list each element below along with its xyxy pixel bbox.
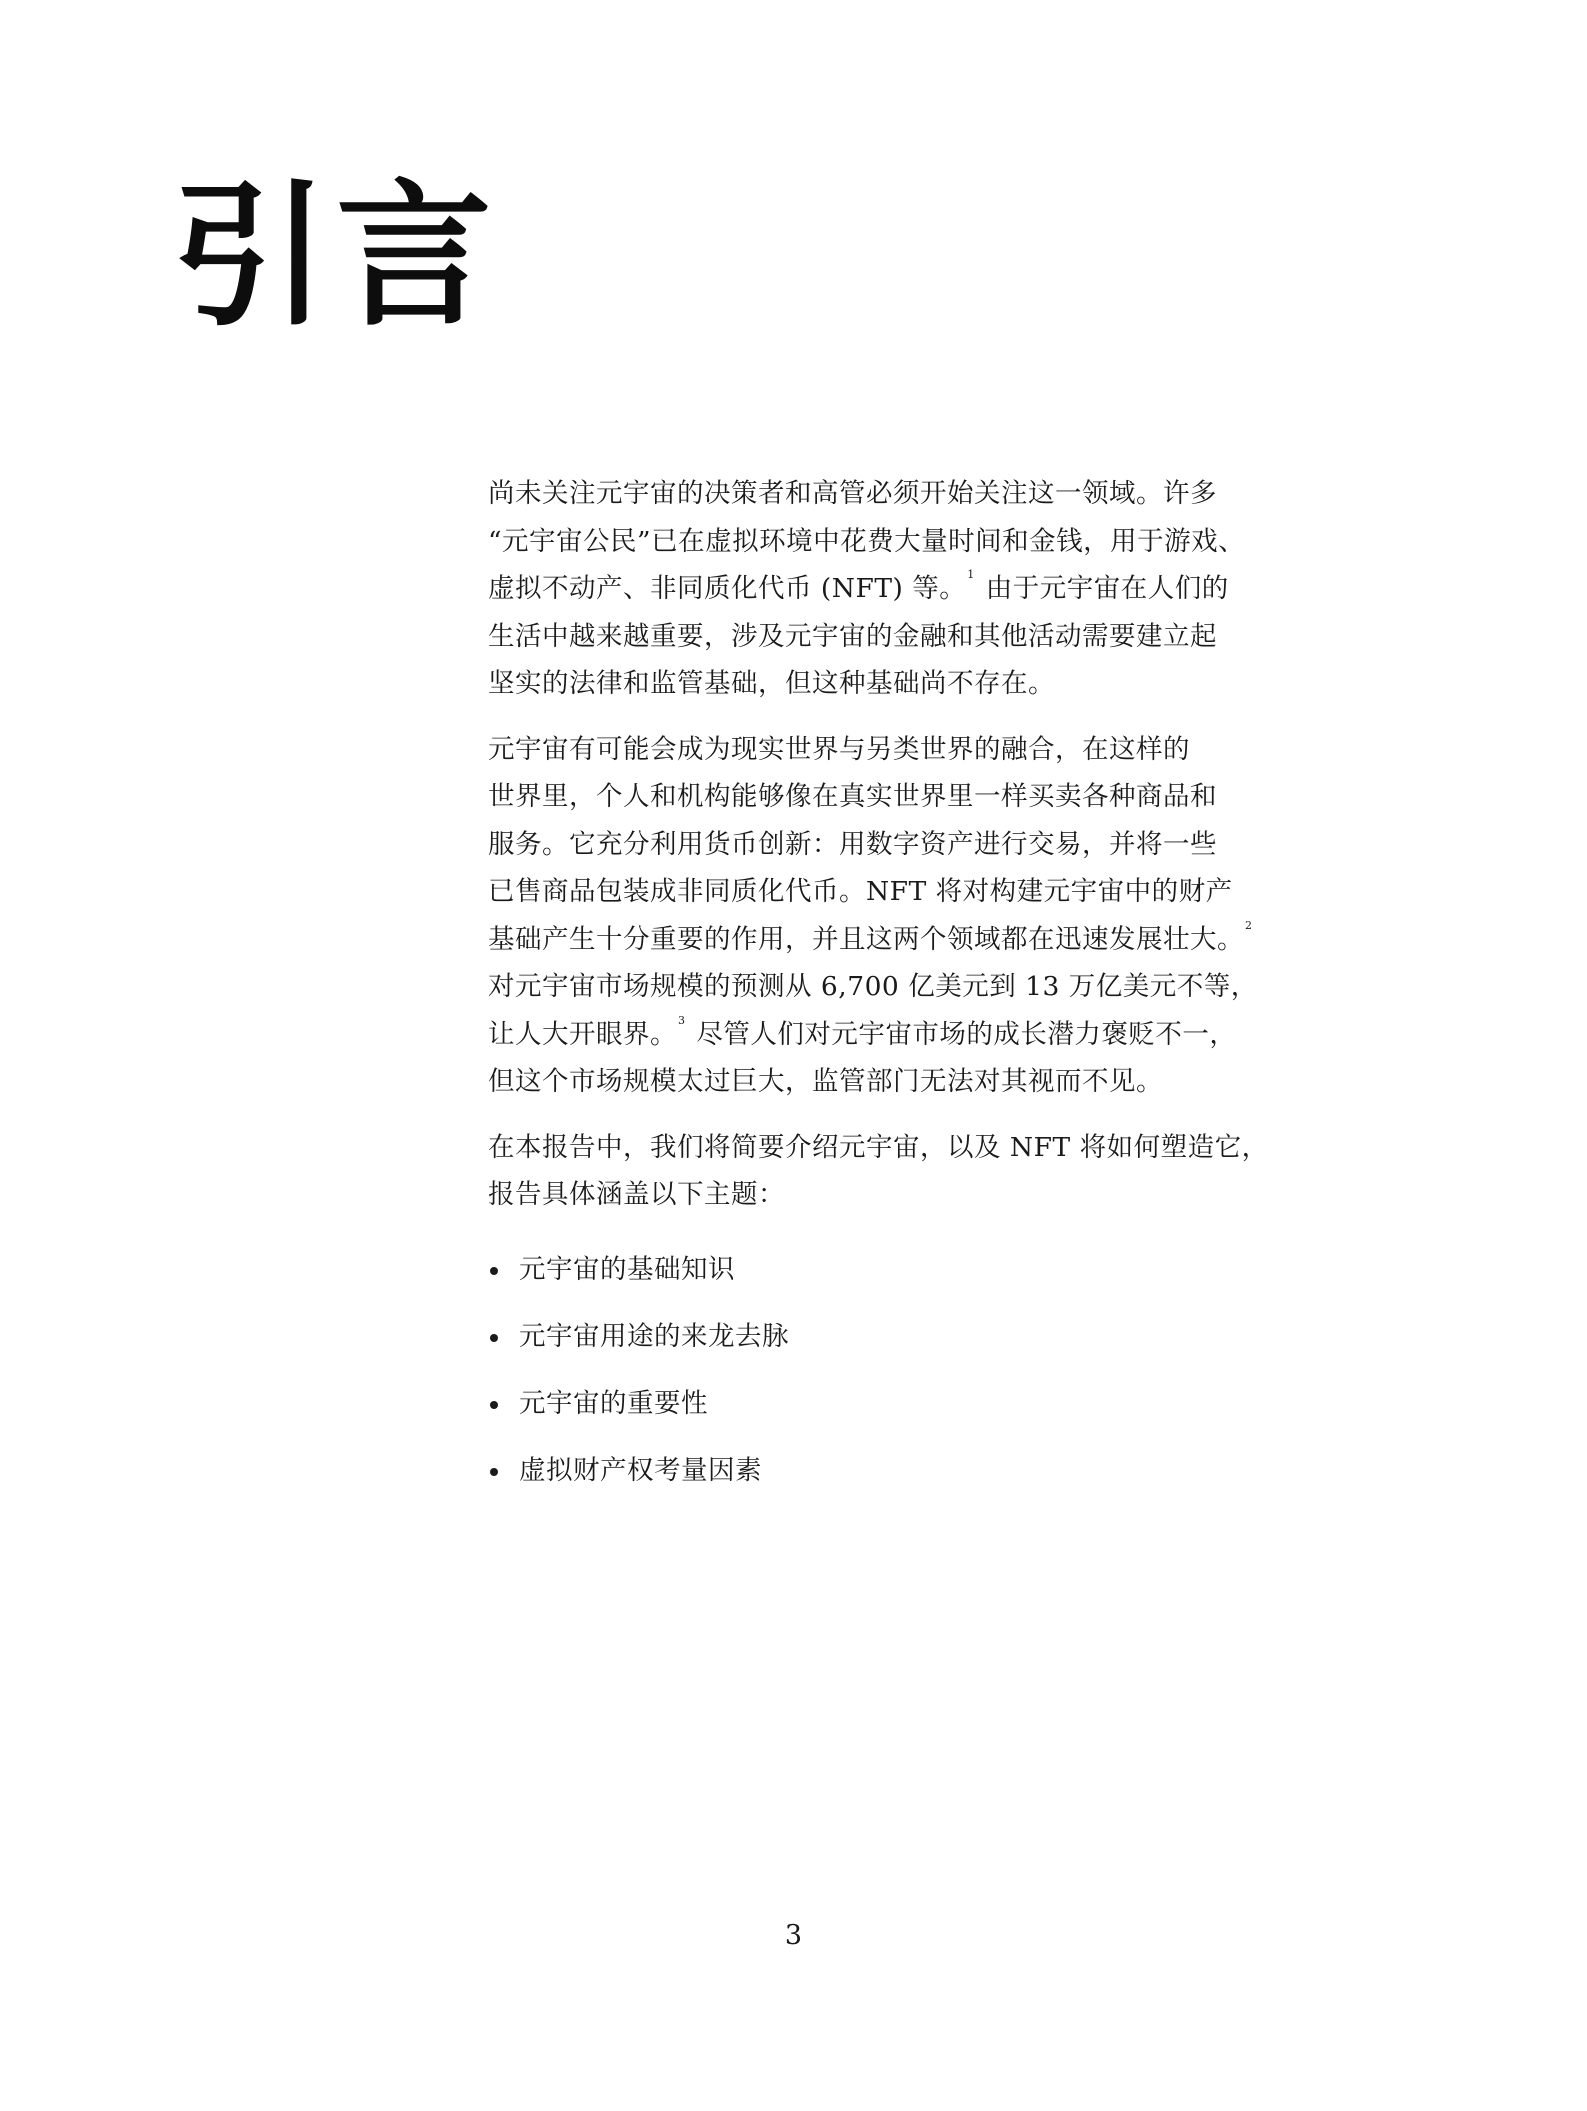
text-line: 已售商品包装成非同质化代币。NFT 将对构建元宇宙中的财产 xyxy=(488,876,1233,907)
text-line: 但这个市场规模太过巨大，监管部门无法对其视而不见。 xyxy=(488,1066,1163,1097)
paragraph-report-scope xyxy=(488,1124,1268,1219)
text-segment: 让人大开眼界。 xyxy=(488,1018,677,1050)
text-segment: 尽管人们对元宇宙市场的成长潜力褒贬不一， xyxy=(687,1018,1237,1050)
paragraph-market xyxy=(488,726,1268,1106)
body-content xyxy=(488,470,1268,1519)
list-item-label: 元宇宙的重要性 xyxy=(519,1387,708,1419)
footnote-reference-2[interactable]: 2 xyxy=(1245,918,1253,932)
list-item xyxy=(488,1251,1268,1289)
text-line: 元宇宙有可能会成为现实世界与另类世界的融合，在这样的 xyxy=(488,733,1190,765)
text-line xyxy=(488,565,1268,613)
list-item xyxy=(488,1452,1268,1490)
text-line: “元宇宙公民”已在虚拟环境中花费大量时间和金钱，用于游戏、 xyxy=(488,525,1246,557)
list-item xyxy=(488,1318,1268,1356)
paragraph-intro xyxy=(488,470,1268,708)
text-line: 生活中越来越重要，涉及元宇宙的金融和其他活动需要建立起 xyxy=(488,620,1217,652)
list-item-label: 元宇宙的基础知识 xyxy=(519,1253,735,1285)
text-line: 在本报告中，我们将简要介绍元宇宙，以及 NFT 将如何塑造它， xyxy=(488,1131,1269,1163)
bullet-icon xyxy=(490,1334,498,1342)
text-segment: 基础产生十分重要的作用，并且这两个领域都在迅速发展壮大。 xyxy=(488,923,1244,955)
text-line: 世界里，个人和机构能够像在真实世界里一样买卖各种商品和 xyxy=(488,781,1217,812)
text-line: 尚未关注元宇宙的决策者和高管必须开始关注这一领域。许多 xyxy=(488,478,1217,509)
list-item-label: 虚拟财产权考量因素 xyxy=(519,1454,762,1486)
text-line: 坚实的法律和监管基础，但这种基础尚不存在。 xyxy=(488,668,1055,699)
topic-list xyxy=(488,1251,1268,1490)
page-title: 引言 xyxy=(172,164,500,347)
page-number: 3 xyxy=(784,1920,803,1951)
list-item-label: 元宇宙用途的来龙去脉 xyxy=(519,1320,789,1352)
list-item xyxy=(488,1385,1268,1423)
text-line xyxy=(488,916,1268,964)
bullet-icon xyxy=(490,1267,498,1275)
text-line xyxy=(488,1011,1268,1059)
bullet-icon xyxy=(490,1401,498,1409)
footnote-reference-1[interactable]: 1 xyxy=(967,568,975,581)
text-line: 对元宇宙市场规模的预测从 6,700 亿美元到 13 万亿美元不等， xyxy=(488,971,1258,1002)
footnote-reference-3[interactable]: 3 xyxy=(678,1013,686,1027)
text-line: 服务。它充分利用货币创新：用数字资产进行交易，并将一些 xyxy=(488,828,1217,860)
text-segment: 虚拟不动产、非同质化代币 (NFT) 等。 xyxy=(488,573,967,604)
bullet-icon xyxy=(490,1468,498,1476)
text-line: 报告具体涵盖以下主题： xyxy=(488,1179,785,1210)
text-segment: 由于元宇宙在人们的 xyxy=(976,573,1229,604)
